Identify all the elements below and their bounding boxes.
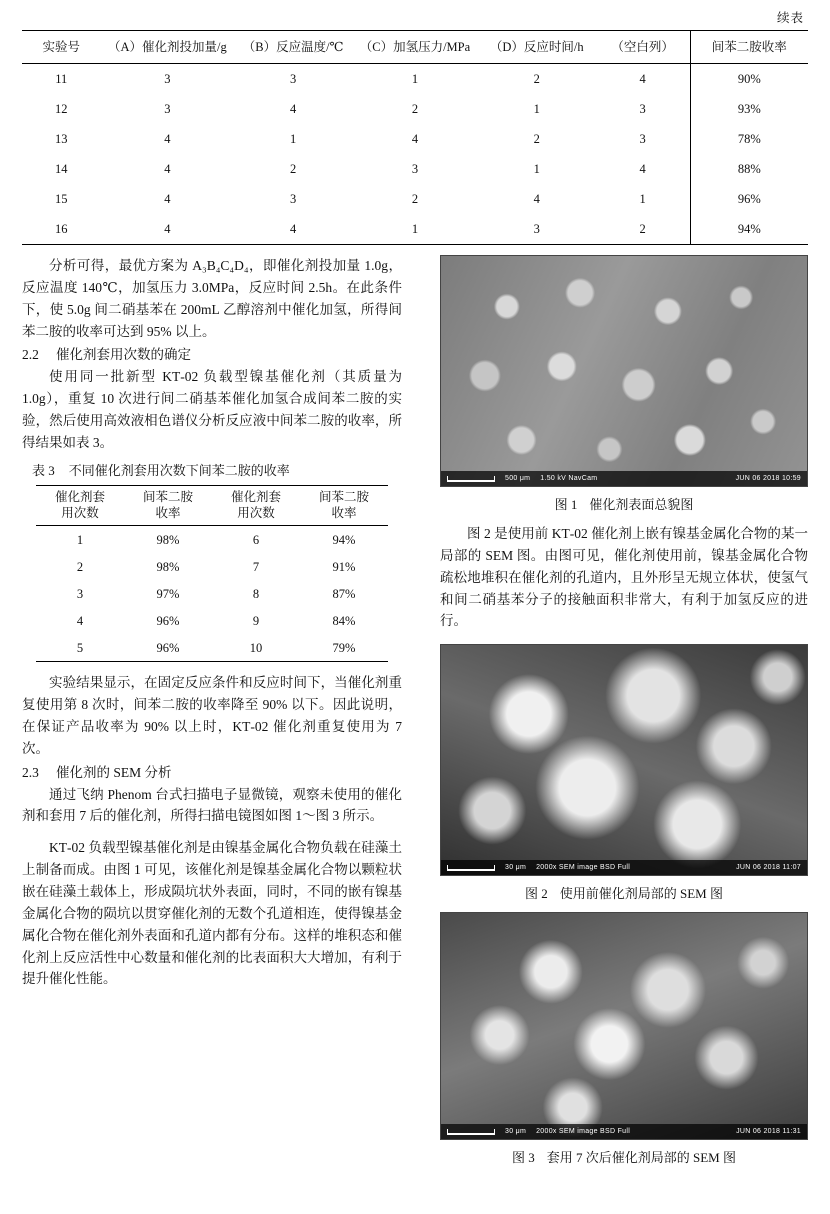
- table-head: [22, 31, 808, 64]
- cell-time: 1: [533, 101, 540, 116]
- figure-1-label: 图 1: [554, 497, 578, 512]
- cell-time: 3: [478, 214, 596, 245]
- cell-reuse-count: 2: [76, 559, 84, 574]
- table-row: [22, 154, 808, 184]
- cell-yield: 98%: [156, 532, 180, 547]
- figure-3-label: 图 3: [512, 1150, 535, 1166]
- section-number: 2.3: [22, 764, 39, 780]
- cell-reuse-count: 8: [252, 586, 260, 601]
- cell-pressure: 1: [411, 71, 419, 86]
- figure-1-scalebar: [441, 471, 807, 486]
- col-header-time: （D）反应时间/h: [478, 31, 596, 64]
- cell-yield: 98%: [156, 559, 180, 574]
- cell-temperature: 4: [234, 214, 352, 245]
- paragraph-catalyst-structure: KT‑02 负载型镍基催化剂是由镍基金属化合物负载在硅藻土上制备而成。由图 1 可见，该催化剂是镍基金属化合物以颗粒状嵌在硅藻土载体上，形成陨坑状外表面，同时，不同的嵌有镍基金属化合物的陨坑以贯穿催化剂的无数个孔道相连，使得镍基金属化合物在催化剂外表面和孔道内都有分布。这样的堆积态和催化剂上反应活性中心数量和催化剂的比表面积大大增加，有利于提升催化性能。: [22, 840, 402, 987]
- table-body: [22, 64, 808, 245]
- cell-exp-no: 13: [55, 131, 68, 146]
- table-row: [22, 64, 808, 95]
- right-column: [440, 255, 808, 1176]
- table-row: [36, 580, 388, 607]
- col-header-blank: （空白列）: [596, 31, 690, 64]
- continued-label: 续表: [776, 11, 804, 25]
- cell-pressure: 2: [411, 101, 419, 116]
- paragraph-sem-method: 通过飞纳 Phenom 台式扫描电子显微镜，观察未使用的催化剂和套用 7 后的催化剂，所得扫描电镜图如图 1～图 3 所示。: [22, 786, 402, 824]
- cell-blank: 3: [639, 101, 646, 116]
- figure-1-image: [440, 255, 808, 487]
- col-header-yield-2: 间苯二胺 收率: [300, 485, 388, 526]
- cell-reuse-count: 3: [76, 586, 84, 601]
- scalebar-date: JUN 06 2018 10:59: [735, 474, 801, 482]
- table-row: [22, 94, 808, 124]
- section-heading-2-3: [22, 762, 402, 784]
- figure-2-scalebar: [441, 860, 807, 875]
- cell-time: 2: [533, 131, 540, 146]
- scalebar-rule: [447, 476, 495, 482]
- figure-3-scalebar: [441, 1124, 807, 1139]
- paragraph-optimal-scheme: 分析可得，最优方案为 A₃B₄C₄D₄，即催化剂投加量 1.0g，反应温度 140℃，加氢压力 3.0MPa，反应时间 2.5h。在此条件下，使 5.0g 间二硝基苯在 200mL 乙醇溶剂中催化加氢，所得间苯二胺的收率可达到 95% 以上。: [22, 258, 402, 339]
- table-header-row: [22, 31, 808, 64]
- cell-pressure: 4: [411, 131, 419, 146]
- figure-2: [440, 644, 808, 904]
- cell-blank: 3: [639, 131, 646, 146]
- col-header-yield: 间苯二胺收率: [690, 31, 808, 64]
- cell-yield: 84%: [332, 613, 356, 628]
- cell-exp-no: 11: [55, 71, 68, 86]
- table-row: [36, 553, 388, 580]
- table: [22, 30, 808, 245]
- col-header-exp-no: 实验号: [22, 31, 101, 64]
- cell-blank: 4: [639, 71, 646, 86]
- cell-exp-no: 15: [55, 191, 68, 206]
- left-column: [22, 255, 402, 990]
- cell-reuse-count: 9: [252, 613, 260, 628]
- scalebar-length: 500 μm: [505, 474, 531, 482]
- section-heading-2-2: [22, 344, 402, 366]
- cell-pressure: 1: [352, 214, 478, 245]
- cell-pressure: 2: [411, 191, 419, 206]
- cell-yield: 87%: [332, 586, 356, 601]
- cell-temperature: 1: [290, 131, 297, 146]
- table-row: [22, 124, 808, 154]
- table3-head: [36, 485, 388, 526]
- cell-yield: 78%: [690, 124, 808, 154]
- cell-catalyst-amount: 3: [164, 101, 171, 116]
- table-row: [36, 526, 388, 554]
- cell-reuse-count: 7: [252, 559, 260, 574]
- cell-reuse-count: 4: [76, 613, 84, 628]
- paragraph-figure2-desc: 图 2 是使用前 KT‑02 催化剂上嵌有镍基金属化合物的某一局部的 SEM 图。由图可见，催化剂使用前，镍基金属化合物疏松地堆积在催化剂的孔道内，且外形呈无规立体状，使氢气和间二硝基苯分子的接触面积非常大，有利于加氢反应的进行。: [440, 526, 808, 629]
- scalebar-rule: [447, 1129, 495, 1135]
- figure-3-title: 套用 7 次后催化剂局部的 SEM 图: [546, 1150, 736, 1166]
- cell-blank: 1: [639, 191, 646, 206]
- scalebar-meta: 2000x SEM image BSD Full: [536, 1128, 631, 1136]
- table-row: [36, 634, 388, 662]
- cell-yield: 79%: [300, 634, 388, 662]
- figure-1-caption: [440, 494, 808, 515]
- cell-yield: 94%: [332, 532, 356, 547]
- cell-time: 1: [533, 161, 540, 176]
- figure-2-title: 使用前催化剂局部的 SEM 图: [559, 886, 723, 902]
- scalebar-meta: 1.50 kV NavCam: [540, 474, 598, 482]
- cell-catalyst-amount: 4: [164, 131, 171, 146]
- section-number: 2.2: [22, 347, 39, 363]
- scalebar-length: 30 μm: [505, 1128, 527, 1136]
- cell-yield: 88%: [690, 154, 808, 184]
- col-header-catalyst-amount: （A）催化剂投加量/g: [101, 31, 235, 64]
- scalebar-rule: [447, 865, 495, 871]
- cell-catalyst-amount: 4: [164, 161, 171, 176]
- reuse-yield-table: [36, 485, 388, 663]
- cell-reuse-count: 6: [252, 532, 260, 547]
- col-header-reuse-count-2: 催化剂套 用次数: [212, 485, 300, 526]
- col-header-reuse-count-1: 催化剂套 用次数: [36, 485, 124, 526]
- figure-1: [440, 255, 808, 515]
- table-row: [22, 214, 808, 245]
- paragraph-reuse-experiment: 使用同一批新型 KT‑02 负载型镍基催化剂（其质量为 1.0g），重复 10 次进行间二硝基苯催化加氢合成间苯二胺的实验，然后使用高效液相色谱仪分析反应液中间苯二胺的收率，所得结果如表 3。: [22, 369, 402, 450]
- cell-reuse-count: 1: [76, 532, 84, 547]
- orthogonal-experiment-table: [22, 30, 808, 245]
- cell-exp-no: 14: [55, 161, 68, 176]
- cell-reuse-count: 5: [36, 634, 124, 662]
- figure-2-label: 图 2: [525, 886, 548, 902]
- cell-yield: 96%: [124, 634, 212, 662]
- col-header-pressure: （C）加氢压力/MPa: [352, 31, 478, 64]
- cell-blank: 4: [639, 161, 646, 176]
- section-title: 催化剂的 SEM 分析: [56, 764, 172, 780]
- table3-title: 不同催化剂套用次数下间苯二胺的收率: [68, 462, 290, 478]
- cell-temperature: 3: [290, 191, 297, 206]
- cell-catalyst-amount: 3: [164, 71, 171, 86]
- scalebar-date: JUN 06 2018 11:31: [736, 1128, 801, 1136]
- cell-time: 2: [533, 71, 540, 86]
- cell-temperature: 4: [290, 101, 297, 116]
- figure-1-title: 催化剂表面总貌图: [589, 497, 694, 512]
- figure-3-caption: [440, 1147, 808, 1168]
- cell-time: 4: [533, 191, 540, 206]
- cell-yield: 97%: [156, 586, 180, 601]
- table3-label: 表 3: [32, 462, 55, 478]
- figure-3-image: [440, 912, 808, 1140]
- table3-caption: [22, 460, 402, 481]
- section-title: 催化剂套用次数的确定: [56, 347, 191, 363]
- cell-yield: 96%: [690, 184, 808, 214]
- scalebar-date: JUN 06 2018 11:07: [736, 864, 801, 872]
- cell-yield: 90%: [690, 64, 808, 95]
- table3-header-row: [36, 485, 388, 526]
- col-header-temperature: （B）反应温度/℃: [234, 31, 352, 64]
- cell-blank: 2: [596, 214, 690, 245]
- scalebar-length: 30 μm: [505, 864, 527, 872]
- cell-exp-no: 16: [22, 214, 101, 245]
- table-row: [36, 607, 388, 634]
- scalebar-meta: 2000x SEM image BSD Full: [536, 864, 631, 872]
- cell-catalyst-amount: 4: [101, 214, 235, 245]
- paragraph-reuse-result: 实验结果显示，在固定反应条件和反应时间下，当催化剂重复使用第 8 次时，间苯二胺的收率降至 90% 以下。因此说明，在保证产品收率为 90% 以上时，KT‑02 催化剂重复使用为 7 次。: [22, 675, 402, 756]
- cell-reuse-count: 10: [212, 634, 300, 662]
- cell-yield: 93%: [690, 94, 808, 124]
- col-header-yield-1: 间苯二胺 收率: [124, 485, 212, 526]
- cell-yield: 91%: [332, 559, 356, 574]
- table-row: [22, 184, 808, 214]
- cell-temperature: 3: [290, 71, 297, 86]
- figure-3: [440, 912, 808, 1168]
- cell-yield: 96%: [156, 613, 180, 628]
- cell-exp-no: 12: [55, 101, 68, 116]
- figure-2-image: [440, 644, 808, 876]
- cell-temperature: 2: [290, 161, 297, 176]
- cell-yield: 94%: [690, 214, 808, 245]
- figure-2-caption: [440, 883, 808, 904]
- cell-pressure: 3: [411, 161, 419, 176]
- table3-body: [36, 526, 388, 662]
- cell-catalyst-amount: 4: [164, 191, 171, 206]
